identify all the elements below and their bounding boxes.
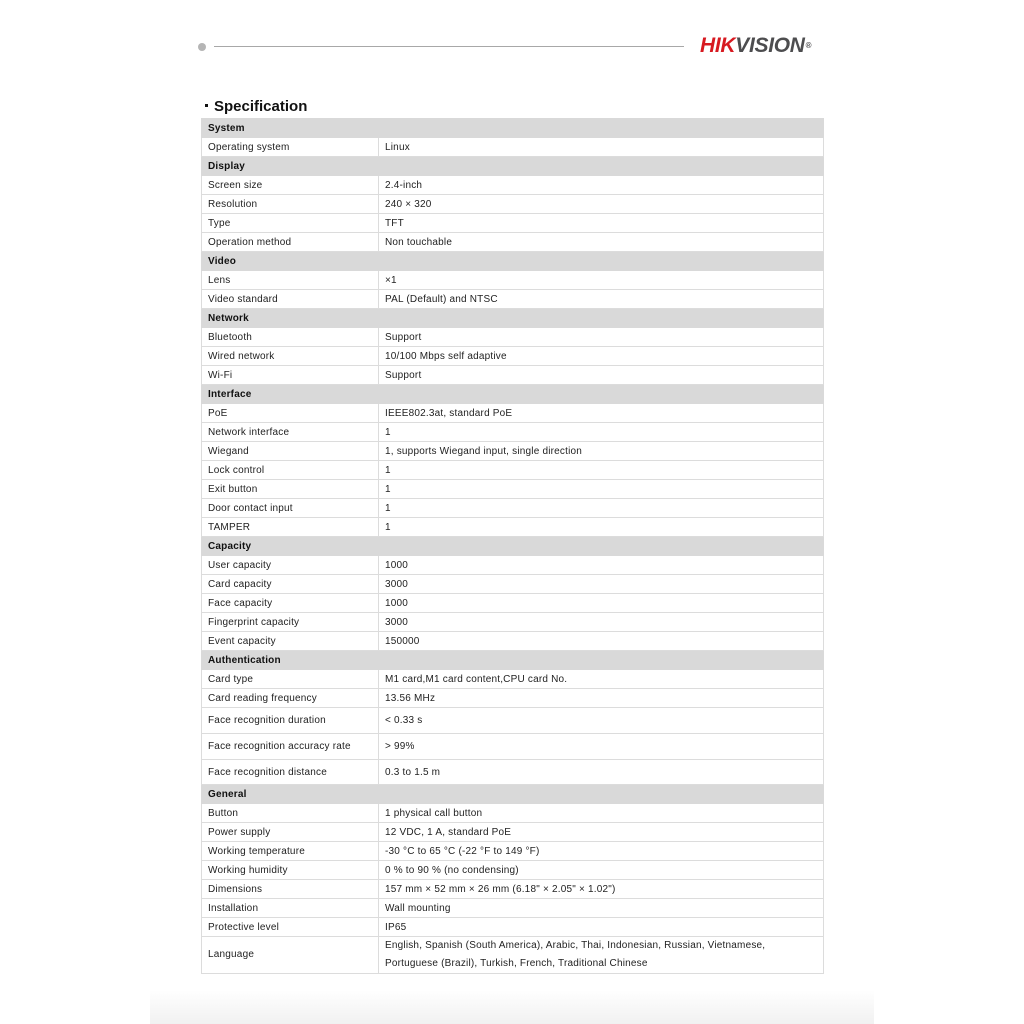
category-row — [202, 385, 824, 404]
spec-value: 0 % to 90 % (no condensing) — [379, 861, 824, 880]
table-row — [202, 271, 824, 290]
category-filler — [379, 119, 824, 138]
table-row — [202, 937, 824, 974]
spec-value: IP65 — [379, 918, 824, 937]
section-title — [205, 97, 307, 117]
spec-label: User capacity — [202, 556, 379, 575]
specification-table-body — [202, 119, 824, 974]
table-row — [202, 899, 824, 918]
table-row — [202, 804, 824, 823]
spec-label: Wi-Fi — [202, 366, 379, 385]
spec-label: Exit button — [202, 480, 379, 499]
spec-value: TFT — [379, 214, 824, 233]
table-row — [202, 480, 824, 499]
spec-label: Door contact input — [202, 499, 379, 518]
category-label: Network — [202, 309, 379, 328]
table-row — [202, 176, 824, 195]
table-row — [202, 290, 824, 309]
spec-value: 3000 — [379, 613, 824, 632]
spec-label: Event capacity — [202, 632, 379, 651]
spec-label: Face recognition duration — [202, 708, 379, 734]
spec-value: 1 — [379, 461, 824, 480]
bullet-icon — [205, 104, 208, 107]
spec-value: 13.56 MHz — [379, 689, 824, 708]
table-row — [202, 328, 824, 347]
table-row — [202, 423, 824, 442]
logo-registered-mark: ® — [805, 41, 812, 50]
category-row — [202, 309, 824, 328]
category-label: Video — [202, 252, 379, 271]
spec-value: 240 × 320 — [379, 195, 824, 214]
spec-value: 1, supports Wiegand input, single direction — [379, 442, 824, 461]
spec-label: Dimensions — [202, 880, 379, 899]
category-filler — [379, 785, 824, 804]
category-row — [202, 785, 824, 804]
category-row — [202, 252, 824, 271]
table-row — [202, 233, 824, 252]
spec-value: 1000 — [379, 594, 824, 613]
table-row — [202, 575, 824, 594]
spec-value: Linux — [379, 138, 824, 157]
table-row — [202, 760, 824, 785]
category-filler — [379, 309, 824, 328]
spec-value: Wall mounting — [379, 899, 824, 918]
category-filler — [379, 385, 824, 404]
table-row — [202, 499, 824, 518]
spec-label: Wiegand — [202, 442, 379, 461]
category-row — [202, 157, 824, 176]
category-label: Interface — [202, 385, 379, 404]
spec-value: English, Spanish (South America), Arabic, Thai, Indonesian, Russian, Vietnamese, Portuguese (Brazil), Turkish, French, Traditional Chinese — [379, 937, 824, 974]
spec-value: 3000 — [379, 575, 824, 594]
table-row — [202, 518, 824, 537]
table-row — [202, 918, 824, 937]
category-row — [202, 537, 824, 556]
spec-label: Bluetooth — [202, 328, 379, 347]
table-row — [202, 404, 824, 423]
category-label: Display — [202, 157, 379, 176]
spec-label: Screen size — [202, 176, 379, 195]
spec-label: Video standard — [202, 290, 379, 309]
category-label: General — [202, 785, 379, 804]
spec-label: Button — [202, 804, 379, 823]
table-row — [202, 138, 824, 157]
spec-label: Lens — [202, 271, 379, 290]
table-row — [202, 347, 824, 366]
table-row — [202, 214, 824, 233]
table-row — [202, 880, 824, 899]
spec-value: ×1 — [379, 271, 824, 290]
category-filler — [379, 157, 824, 176]
spec-value: 10/100 Mbps self adaptive — [379, 347, 824, 366]
table-row — [202, 366, 824, 385]
spec-value: PAL (Default) and NTSC — [379, 290, 824, 309]
table-row — [202, 556, 824, 575]
spec-label: Operating system — [202, 138, 379, 157]
spec-label: Type — [202, 214, 379, 233]
category-label: Capacity — [202, 537, 379, 556]
spec-value: IEEE802.3at, standard PoE — [379, 404, 824, 423]
table-row — [202, 613, 824, 632]
spec-value: 1 — [379, 480, 824, 499]
spec-value: M1 card,M1 card content,CPU card No. — [379, 670, 824, 689]
table-row — [202, 689, 824, 708]
section-title-text: Specification — [214, 98, 308, 115]
spec-label: Wired network — [202, 347, 379, 366]
table-row — [202, 861, 824, 880]
spec-value: < 0.33 s — [379, 708, 824, 734]
spec-label: Installation — [202, 899, 379, 918]
table-row — [202, 670, 824, 689]
category-label: Authentication — [202, 651, 379, 670]
logo-vision-text: VISION — [735, 34, 805, 57]
category-label: System — [202, 119, 379, 138]
spec-label: Working temperature — [202, 842, 379, 861]
spec-label: TAMPER — [202, 518, 379, 537]
spec-label: Protective level — [202, 918, 379, 937]
spec-label: Resolution — [202, 195, 379, 214]
table-row — [202, 594, 824, 613]
hikvision-logo — [700, 33, 811, 59]
spec-label: Language — [202, 937, 379, 974]
spec-label: Network interface — [202, 423, 379, 442]
spec-label: Lock control — [202, 461, 379, 480]
category-row — [202, 119, 824, 138]
table-row — [202, 734, 824, 760]
spec-label: PoE — [202, 404, 379, 423]
spec-value: Support — [379, 366, 824, 385]
category-filler — [379, 537, 824, 556]
spec-value: 1000 — [379, 556, 824, 575]
header-rule — [214, 46, 684, 47]
category-filler — [379, 252, 824, 271]
spec-label: Face capacity — [202, 594, 379, 613]
spec-value: 1 — [379, 518, 824, 537]
spec-label: Face recognition distance — [202, 760, 379, 785]
spec-value: 150000 — [379, 632, 824, 651]
table-row — [202, 823, 824, 842]
spec-value: 1 — [379, 499, 824, 518]
specification-table — [201, 118, 824, 974]
table-row — [202, 195, 824, 214]
table-row — [202, 461, 824, 480]
page-bottom-shadow — [150, 990, 874, 1024]
spec-label: Card capacity — [202, 575, 379, 594]
spec-value: 1 — [379, 423, 824, 442]
table-row — [202, 842, 824, 861]
spec-label: Power supply — [202, 823, 379, 842]
table-row — [202, 442, 824, 461]
spec-label: Card type — [202, 670, 379, 689]
spec-value: 1 physical call button — [379, 804, 824, 823]
table-row — [202, 632, 824, 651]
spec-label: Working humidity — [202, 861, 379, 880]
spec-value: 157 mm × 52 mm × 26 mm (6.18" × 2.05" × 1.02") — [379, 880, 824, 899]
category-row — [202, 651, 824, 670]
header-dot — [198, 43, 206, 51]
spec-value: > 99% — [379, 734, 824, 760]
spec-value: 0.3 to 1.5 m — [379, 760, 824, 785]
spec-label: Fingerprint capacity — [202, 613, 379, 632]
spec-label: Operation method — [202, 233, 379, 252]
spec-value: Support — [379, 328, 824, 347]
spec-value: -30 °C to 65 °C (-22 °F to 149 °F) — [379, 842, 824, 861]
category-filler — [379, 651, 824, 670]
logo-hik-text: HIK — [700, 34, 736, 57]
spec-label: Face recognition accuracy rate — [202, 734, 379, 760]
spec-value: 2.4-inch — [379, 176, 824, 195]
spec-label: Card reading frequency — [202, 689, 379, 708]
spec-value: Non touchable — [379, 233, 824, 252]
table-row — [202, 708, 824, 734]
spec-value: 12 VDC, 1 A, standard PoE — [379, 823, 824, 842]
